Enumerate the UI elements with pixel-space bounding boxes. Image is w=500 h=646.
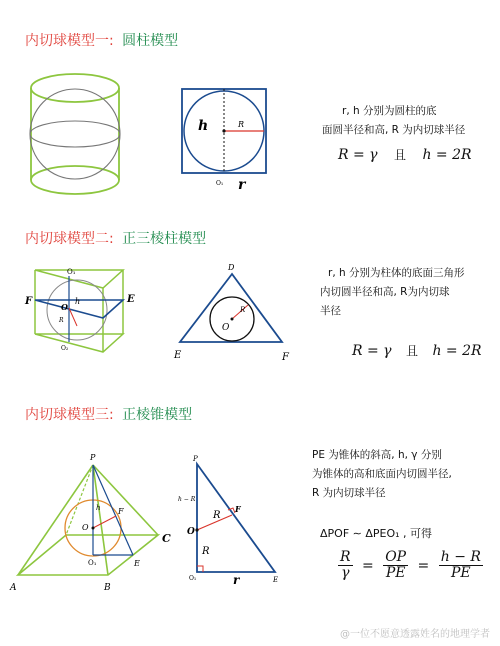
ratio-formula	[335, 550, 486, 581]
sphere-equator	[30, 121, 120, 147]
prism-label-F: F	[25, 296, 33, 307]
pyr-label-A: A	[10, 583, 17, 593]
rt-label-R1: R	[213, 510, 221, 521]
label-O1: O₁	[216, 180, 224, 187]
section3-title-prefix: 内切球模型三:	[25, 407, 114, 423]
tri-label-R: R	[240, 306, 246, 314]
right-triangle-figure	[175, 452, 290, 587]
prism-label-R: R	[59, 317, 64, 324]
ratio-2	[383, 550, 408, 581]
section1-title-prefix: 内切球模型一:	[25, 33, 114, 49]
prism-label-h: h	[75, 297, 81, 306]
equilateral-triangle	[180, 274, 282, 342]
prism-3d-figure	[25, 262, 145, 367]
pyramid-edge-PC	[93, 465, 158, 535]
section3-desc-line2: 为锥体的高和底面内切圆半径,	[312, 468, 452, 480]
section2-desc-line3: 半径	[320, 305, 341, 317]
prism-sphere	[47, 280, 107, 340]
prism-bottom-face	[35, 334, 123, 352]
ratio-3-den: PE	[451, 565, 471, 581]
section3-title-name: 正棱锥模型	[122, 407, 193, 423]
triangle-incircle-figure	[172, 262, 297, 367]
tri-point-O	[195, 528, 198, 531]
section3-description	[312, 446, 452, 503]
rt-label-hR: h − R	[178, 496, 196, 503]
section3-title	[25, 404, 192, 424]
rt-label-r: r	[233, 573, 240, 587]
similar-triangles-text: ΔPOF ∼ ΔPEO₁ , 可得	[320, 527, 433, 540]
section1-formula	[338, 146, 472, 163]
section2-desc-line2: 内切圆半径和高, R为内切球	[320, 286, 450, 298]
section1-description	[322, 102, 465, 140]
pyramid-3d-figure	[8, 450, 173, 595]
section2-desc-line1: r, h 分别为柱体的底面三角形	[328, 267, 465, 279]
section1-title-name: 圆柱模型	[122, 33, 179, 49]
tri-label-D: D	[228, 263, 235, 272]
rt-label-R2: R	[202, 546, 210, 557]
ratio-1	[338, 550, 353, 581]
pyr-label-F: F	[118, 507, 124, 516]
pyr-label-B: B	[104, 583, 111, 593]
rt-label-F: F	[235, 504, 241, 514]
rt-label-O1: O₁	[189, 575, 197, 582]
section2-formula-and: 且	[406, 344, 419, 358]
ratio-1-den: γ	[341, 565, 350, 581]
pyramid-OF	[93, 516, 116, 528]
ratio-2-num: OP	[385, 549, 407, 565]
tri-label-E: E	[174, 350, 182, 361]
cylinder-bottom-ellipse	[31, 166, 119, 194]
equals-sign-2: =	[417, 557, 430, 574]
pyramid-edge-PA	[18, 465, 93, 575]
pyr-label-O: O	[82, 523, 89, 532]
pyr-label-h: h	[96, 504, 101, 512]
rt-label-E: E	[273, 576, 279, 584]
section2-formula-right: h = 2R	[432, 343, 482, 359]
equals-sign-1: =	[362, 557, 374, 574]
pyr-label-E: E	[134, 559, 140, 568]
section3-desc-line3: R 为内切球半径	[312, 487, 386, 499]
section1-desc-line2: 面圆半径和高, R 为内切球半径	[322, 124, 466, 136]
section2-formula-left: R = γ	[352, 343, 392, 359]
pyramid-center	[92, 527, 95, 530]
cylinder-3d-figure	[25, 68, 145, 198]
section1-formula-right: h = 2R	[422, 147, 472, 163]
prism-label-O1: O₁	[67, 268, 76, 276]
incircle-center	[231, 318, 234, 321]
pyr-label-O1: O₁	[88, 559, 97, 567]
rt-label-O: O	[187, 527, 195, 537]
ratio-3	[439, 550, 483, 581]
section2-title	[25, 228, 206, 248]
section1-desc-line1: r, h 分别为圆柱的底	[342, 105, 437, 117]
prism-label-E: E	[127, 294, 135, 305]
prism-label-O2: O₂	[61, 345, 69, 352]
tri-label-O: O	[222, 323, 230, 333]
cylinder-top-ellipse	[31, 74, 119, 102]
watermark: @一位不愿意透露姓名的地理学者	[340, 629, 490, 640]
pyr-label-C: C	[162, 532, 171, 545]
section1-title	[25, 30, 178, 50]
section1-formula-left: R = γ	[338, 147, 378, 163]
label-r: r	[238, 177, 246, 193]
label-h: h	[198, 118, 209, 134]
section3-desc-line1: PE 为锥体的斜高, h, γ 分别	[312, 449, 442, 461]
ratio-1-num: R	[340, 549, 351, 565]
ratio-2-den: PE	[385, 565, 406, 581]
pyr-label-P: P	[90, 453, 96, 462]
section2-description	[320, 264, 464, 321]
section1-formula-and: 且	[394, 148, 407, 162]
prism-top-face	[35, 270, 123, 288]
prism-label-O: O	[61, 302, 68, 312]
tri-label-F: F	[282, 352, 289, 363]
rt-label-P: P	[193, 455, 198, 463]
section2-formula	[352, 342, 482, 359]
section2-title-prefix: 内切球模型二:	[25, 231, 114, 247]
section2-title-name: 正三棱柱模型	[122, 231, 207, 247]
center-point	[222, 129, 225, 132]
label-R: R	[238, 120, 245, 129]
cylinder-section-figure	[180, 85, 280, 205]
ratio-3-num: h − R	[440, 549, 481, 565]
